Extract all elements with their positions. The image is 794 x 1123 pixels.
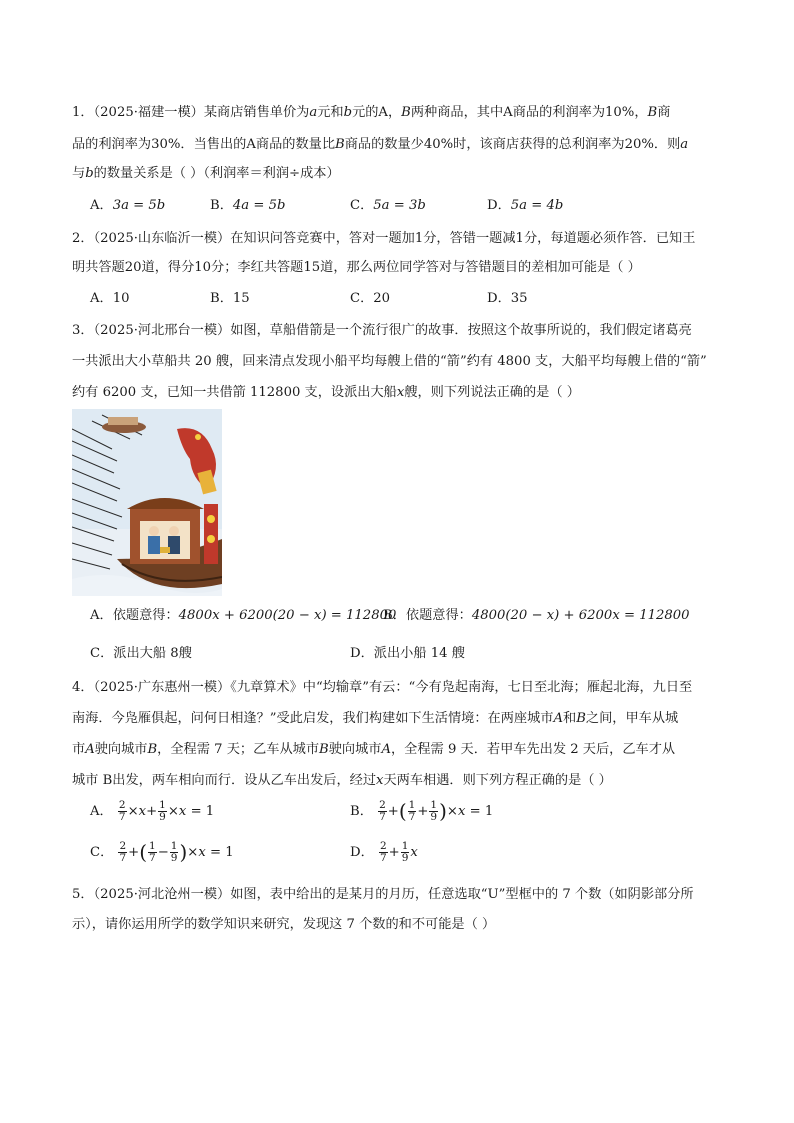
denominator: 7 bbox=[118, 811, 126, 823]
q3-line-2: 一共派出大小草船共 20 艘，回来清点发现小船平均每艘上借的“箭”约有 4800 支，大船平均每艘上借的“箭” bbox=[72, 354, 707, 369]
var-a: a bbox=[680, 137, 689, 152]
var-A: A bbox=[553, 711, 564, 726]
equals-one: = 1 bbox=[210, 845, 234, 860]
q1-text: 商品的数量少40%时，该商店获得的总利润率为20%．则 bbox=[344, 137, 681, 152]
denominator: 9 bbox=[170, 852, 178, 864]
q4-text: 驶向城市 bbox=[328, 742, 382, 757]
fraction bbox=[158, 800, 167, 823]
option-label: B． bbox=[210, 291, 233, 306]
equals-one: = 1 bbox=[469, 804, 494, 819]
option-label: A． bbox=[90, 198, 113, 213]
fraction bbox=[170, 841, 179, 864]
q2-line-1: 2．（2025·山东临沂一模）在知识问答竞赛中，答对一题加1分，答错一题减1分，每道题必须作答．已知王 bbox=[72, 231, 696, 246]
denominator: 7 bbox=[379, 811, 386, 823]
var-A: A bbox=[381, 742, 391, 757]
option-value: 10 bbox=[112, 291, 130, 306]
numerator: 2 bbox=[119, 840, 127, 852]
q3-text: 约有 6200 支，已知一共借箭 112800 支，设派出大船 bbox=[72, 385, 397, 400]
denominator: 9 bbox=[430, 811, 438, 823]
q1-line-2 bbox=[72, 135, 688, 154]
fraction bbox=[118, 841, 127, 864]
var-B: B bbox=[319, 742, 329, 757]
equals-one: = 1 bbox=[190, 804, 215, 819]
q2-option-d[interactable] bbox=[487, 289, 528, 308]
q4-option-a[interactable]: A． $\frac{2}{7}$ ×x+ $\frac{1}{9}$ ×x = 1 bbox=[90, 799, 215, 823]
q5-line-1: 5．（2025·河北沧州一模）如图，表中给出的是某月的月历，任意选取“U”型框中的 7 个数（如阴影部分所 bbox=[72, 887, 694, 902]
q1-text: 商 bbox=[657, 105, 671, 120]
denominator: 9 bbox=[401, 852, 409, 864]
q4-line-1: 4．（2025·广东惠州一模）《九章算术》中“均输章”有云：“今有凫起南海，七日至北海；雁起北海，九日至 bbox=[72, 680, 693, 695]
option-expr: 4800(20 − x) + 6200x = 112800 bbox=[471, 608, 690, 623]
var-x: x bbox=[376, 773, 384, 788]
option-expr: 5a = 3b bbox=[373, 198, 426, 213]
fraction bbox=[401, 841, 410, 864]
q1-text: 1．（2025·福建一模）某商店销售单价为 bbox=[72, 105, 310, 120]
q4-text: 和 bbox=[563, 711, 577, 726]
fraction bbox=[148, 841, 157, 864]
var-b: b bbox=[343, 105, 353, 120]
option-label: B． bbox=[210, 198, 233, 213]
q4-text: 之间，甲车从城 bbox=[585, 711, 679, 726]
fraction bbox=[408, 800, 417, 823]
numerator: 1 bbox=[170, 840, 178, 852]
q4-text: 南海．今凫雁俱起，问何日相逢？”受此启发，我们构建如下生活情境：在两座城市 bbox=[72, 711, 554, 726]
q4-text: 天两车相遇．则下列方程正确的是（ ） bbox=[383, 773, 612, 788]
denominator: 7 bbox=[119, 852, 127, 864]
fraction bbox=[429, 800, 438, 823]
numerator: 2 bbox=[118, 799, 126, 811]
q3-line-3 bbox=[72, 383, 580, 402]
option-expr: 3a = 5b bbox=[112, 198, 166, 213]
q4-option-c[interactable]: C． $\frac{2}{7}$ +( $\frac{1}{7}$ − $\frac{1}{9}$ )×x = 1 bbox=[90, 840, 234, 864]
option-label: A． bbox=[90, 291, 113, 306]
numerator: 2 bbox=[379, 799, 386, 811]
numerator: 1 bbox=[401, 840, 409, 852]
option-label: C． bbox=[350, 198, 374, 213]
q4-text: ，全程需 9 天．若甲车先出发 2 天后，乙车才从 bbox=[391, 742, 676, 757]
denominator: 7 bbox=[379, 852, 387, 864]
option-value: 35 bbox=[510, 291, 528, 306]
var-A: A bbox=[85, 742, 95, 757]
q4-text: 城市 B出发，两车相向而行．设从乙车出发后，经过 bbox=[72, 773, 377, 788]
numerator: 1 bbox=[430, 799, 438, 811]
q3-option-b[interactable] bbox=[383, 606, 690, 625]
var-B: B bbox=[576, 711, 586, 726]
option-expr: 5a = 4b bbox=[510, 198, 564, 213]
option-expr: 4a = 5b bbox=[232, 198, 286, 213]
var-B: B bbox=[647, 105, 658, 120]
q1-text: 元和 bbox=[317, 105, 344, 120]
option-label: C． bbox=[90, 845, 114, 860]
denominator: 7 bbox=[149, 852, 156, 864]
option-label: D． bbox=[487, 291, 511, 306]
q1-option-c[interactable] bbox=[350, 196, 426, 215]
q1-line-3 bbox=[72, 164, 340, 183]
var-a: a bbox=[309, 105, 318, 120]
q1-text: 品的利润率为30%．当售出的A商品的数量比 bbox=[72, 137, 336, 152]
q3-option-d[interactable]: D．派出小船 14 艘 bbox=[350, 646, 465, 661]
option-label: C． bbox=[350, 291, 374, 306]
q2-option-a[interactable] bbox=[90, 289, 130, 308]
q1-option-b[interactable] bbox=[210, 196, 285, 215]
var-B: B bbox=[147, 742, 158, 757]
numerator: 1 bbox=[149, 840, 156, 852]
q4-option-d[interactable]: D． $\frac{2}{7}$ + $\frac{1}{9}$ x bbox=[350, 840, 418, 864]
var-B: B bbox=[335, 137, 345, 152]
option-label: B． bbox=[350, 804, 373, 819]
option-value: 20 bbox=[373, 291, 391, 306]
option-label: D． bbox=[487, 198, 511, 213]
option-expr: 4800x + 6200(20 − x) = 112800 bbox=[178, 608, 397, 623]
q4-option-b[interactable]: B． $\frac{2}{7}$ +( $\frac{1}{7}$ + $\frac{1}{9}$ )×x = 1 bbox=[350, 799, 494, 823]
q4-line-2 bbox=[72, 709, 678, 728]
q5-line-2: 示），请你运用所学的数学知识来研究，发现这 7 个数的和不可能是（ ） bbox=[72, 917, 496, 932]
q3-option-a[interactable] bbox=[90, 606, 396, 625]
q1-line-1 bbox=[72, 103, 670, 122]
q1-text: 与 bbox=[72, 166, 86, 181]
q3-text: 艘，则下列说法正确的是（ ） bbox=[404, 385, 580, 400]
numerator: 1 bbox=[408, 799, 416, 811]
q1-option-d[interactable] bbox=[487, 196, 563, 215]
q2-option-b[interactable] bbox=[210, 289, 250, 308]
q1-text: 的数量关系是（ ）（利润率＝利润÷成本） bbox=[93, 166, 340, 181]
fraction bbox=[118, 800, 127, 823]
numerator: 2 bbox=[379, 840, 387, 852]
q3-option-c[interactable]: C．派出大船 8艘 bbox=[90, 646, 192, 661]
boat-picture bbox=[72, 409, 222, 596]
q3-line-1: 3．（2025·河北邢台一模）如图，草船借箭是一个流行很广的故事．按照这个故事所说的，我们假定诸葛亮 bbox=[72, 323, 692, 338]
q4-text: 驶向城市 bbox=[94, 742, 148, 757]
var-b: b bbox=[85, 166, 94, 181]
var-B: B bbox=[401, 105, 411, 120]
q1-option-a[interactable] bbox=[90, 196, 165, 215]
option-label: D． bbox=[350, 845, 374, 860]
q4-line-4 bbox=[72, 771, 612, 790]
option-label: B．依题意得： bbox=[383, 608, 472, 623]
option-label: A．依题意得： bbox=[90, 608, 179, 623]
numerator: 1 bbox=[159, 799, 166, 811]
q4-line-3 bbox=[72, 740, 675, 759]
q4-text: 市 bbox=[72, 742, 86, 757]
option-label: A． bbox=[90, 804, 113, 819]
straw-boat-illustration bbox=[72, 409, 222, 596]
option-value: 15 bbox=[232, 291, 250, 306]
q2-option-c[interactable] bbox=[350, 289, 390, 308]
q1-text: 元的A， bbox=[352, 105, 402, 120]
fraction bbox=[378, 800, 387, 823]
var-x: x bbox=[396, 385, 405, 400]
denominator: 9 bbox=[159, 811, 166, 823]
fraction bbox=[379, 841, 388, 864]
q4-text: ，全程需 7 天；乙车从城市 bbox=[157, 742, 320, 757]
q1-text: 两种商品，其中A商品的利润率为10%， bbox=[410, 105, 648, 120]
q2-line-2: 明共答题20道，得分10分；李红共答题15道，那么两位同学答对与答错题目的差相加可能是（ ） bbox=[72, 260, 641, 275]
denominator: 7 bbox=[408, 811, 416, 823]
